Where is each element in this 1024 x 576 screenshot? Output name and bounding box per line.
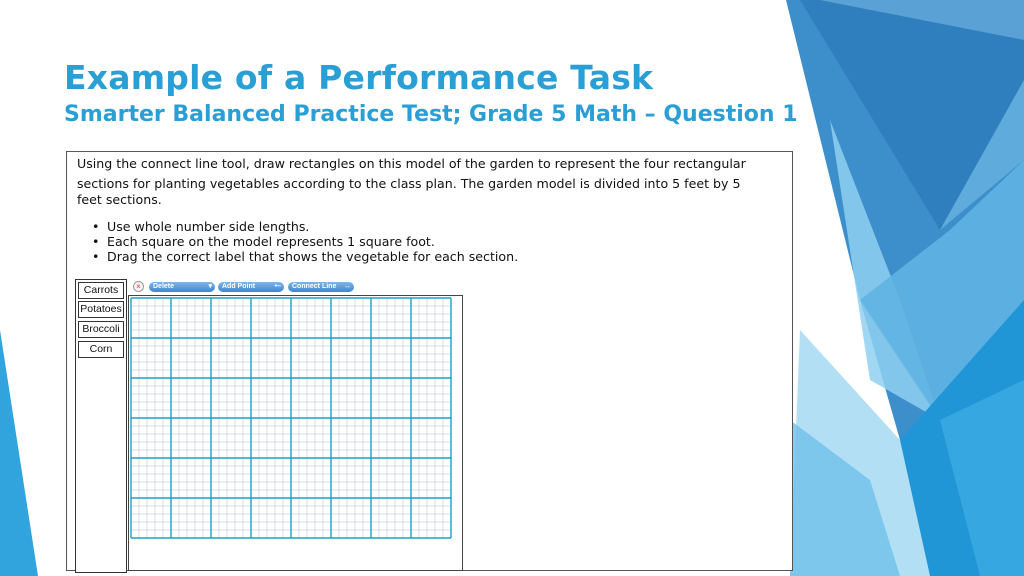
prompt-line: sections for planting vegetables according to the class plan. The garden model is divided into 5 feet by 5: [77, 176, 741, 191]
point-icon: •–: [274, 283, 281, 290]
add-point-button[interactable]: [218, 282, 284, 292]
slide-subtitle: Smarter Balanced Practice Test; Grade 5 Math – Question 1: [64, 102, 798, 127]
prompt-line: Using the connect line tool, draw rectangles on this model of the garden to represent the four rectangular: [77, 156, 746, 171]
label-carrots[interactable]: Carrots: [78, 282, 124, 299]
slide-title: Example of a Performance Task: [64, 58, 654, 97]
prompt-line: feet sections.: [77, 192, 162, 207]
instruction-list: [107, 219, 518, 264]
decor-left-sliver: [0, 330, 38, 576]
item-prompt: [77, 156, 787, 208]
instruction-item: • Each square on the model represents 1 square foot.: [107, 234, 518, 249]
delete-button[interactable]: [149, 282, 215, 292]
line-icon: ↔: [344, 283, 351, 290]
connect-line-button[interactable]: [288, 282, 354, 292]
test-item-screenshot: [66, 151, 793, 571]
instruction-item: • Use whole number side lengths.: [107, 219, 518, 234]
label-palette: [75, 279, 127, 573]
garden-model-canvas[interactable]: [128, 295, 463, 571]
label-broccoli[interactable]: Broccoli: [78, 321, 124, 338]
label-potatoes[interactable]: Potatoes: [78, 301, 124, 318]
delete-button-label: Delete: [153, 283, 175, 290]
garden-grid: [129, 296, 462, 570]
instruction-item: • Drag the correct label that shows the vegetable for each section.: [107, 249, 518, 264]
label-corn[interactable]: Corn: [78, 341, 124, 358]
connect-line-button-label: Connect Line: [292, 283, 337, 290]
chevron-down-icon: ▾: [208, 283, 212, 290]
add-point-button-label: Add Point: [222, 283, 256, 290]
clear-button[interactable]: ×: [133, 281, 144, 292]
